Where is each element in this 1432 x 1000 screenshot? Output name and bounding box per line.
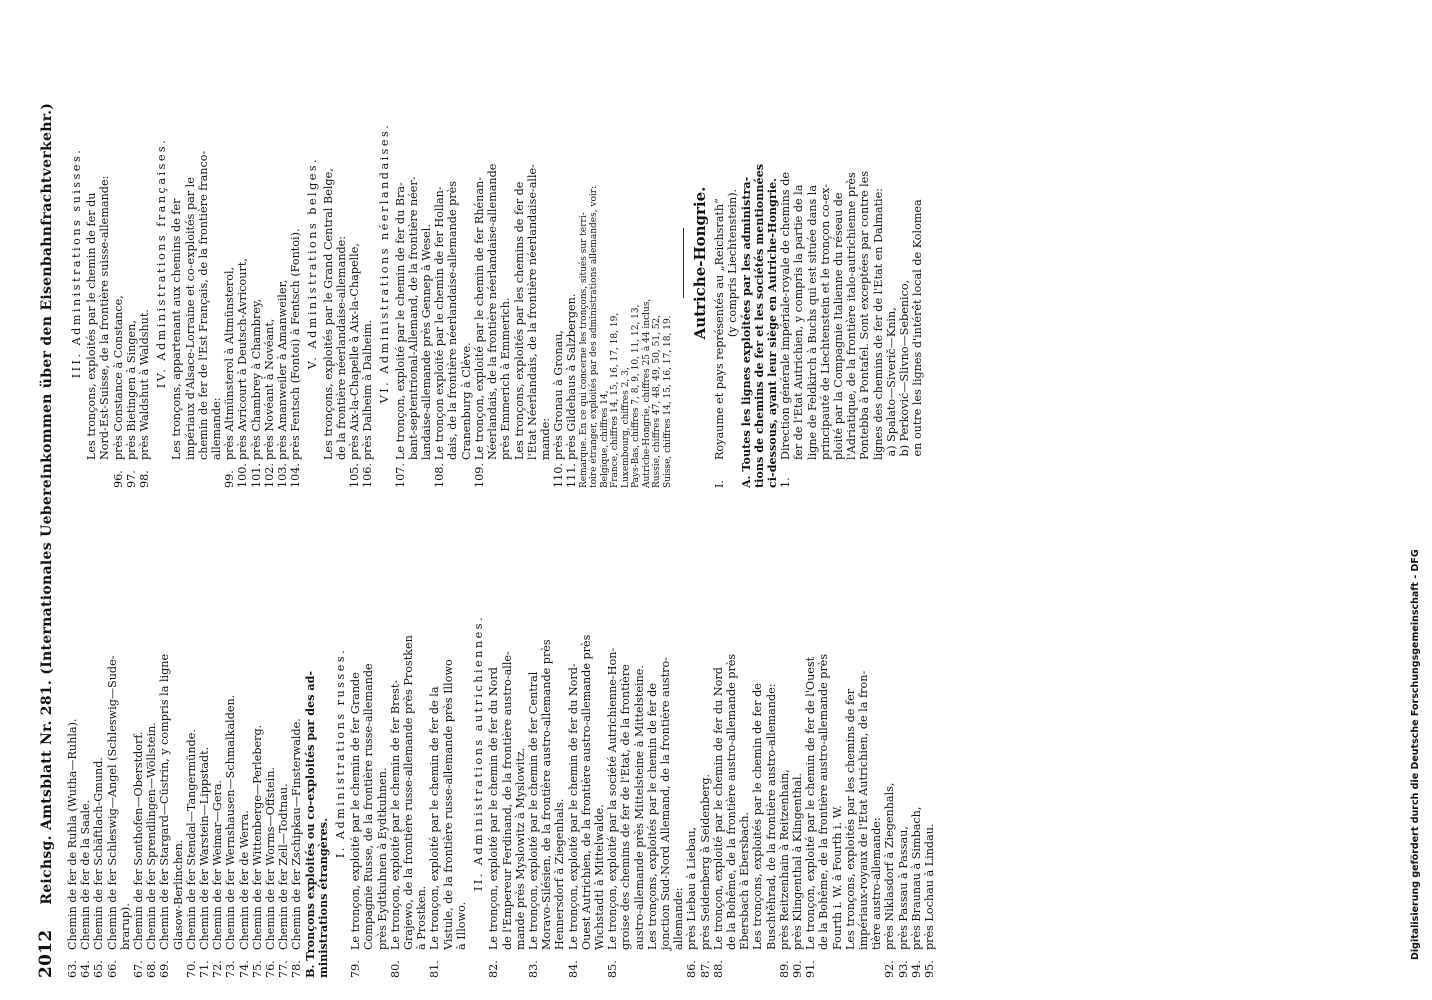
item-text: Les tronçons, exploités par les chemins de fer de — [512, 181, 526, 460]
item-number: 72. — [211, 960, 225, 978]
item-text: Le tronçon, exploité par le chemin de fer Grande — [349, 672, 363, 950]
list-item — [513, 38, 526, 488]
list-item — [699, 528, 712, 978]
item-number: 92. — [883, 960, 897, 978]
item-text: près Aix-la-Chapelle à Aix-la-Chapelle, — [348, 243, 362, 460]
item-text: Les tronçons, exploités par les chemins de fer — [843, 688, 857, 950]
item-text: Ebersbach à Ebersbach. — [738, 811, 752, 950]
list-item — [125, 38, 138, 488]
list-item — [389, 528, 402, 978]
item-number: 100. — [236, 463, 250, 488]
list-item — [817, 528, 830, 978]
list-item — [66, 528, 79, 978]
list-item — [567, 528, 580, 978]
item-text: Direction générale impériale-royale de chemins de — [779, 171, 793, 460]
item-text: austro-allemande près Mittelsteine à Mittelsteine. — [632, 665, 646, 950]
item-number: 96. — [111, 470, 125, 488]
list-item — [872, 38, 885, 488]
item-text: Chemin de fer Worms—Offstein. — [264, 766, 278, 950]
item-text: près Dalheim à Dalheim. — [361, 319, 375, 460]
item-number: 99. — [223, 470, 237, 488]
item-text: Le tronçon, exploité par la société Autrichienne-Hon- — [606, 647, 620, 950]
chapter-title: Autriche-Hongrie. — [691, 186, 710, 340]
item-text: Le tronçon, exploité par le chemin de fer de l'Ouest — [804, 656, 818, 950]
left-column — [66, 528, 1346, 978]
item-text: chemin de fer de l'Est Français, de la frontière franco- — [196, 150, 210, 460]
item-text: Le tronçon, exploité par le chemin de fer Brest- — [388, 679, 402, 950]
remark-line: Luxembourg, chiffres 2, 3, — [620, 367, 631, 488]
section-title: tions de chemins de fer et les sociétés mentionnées — [751, 163, 766, 488]
item-text: près Amanweiler à Amanweiler, — [276, 279, 290, 460]
item-text: près Emmerich à Emmerich. — [499, 297, 513, 460]
section-title: B. Tronçons exploités ou co-exploités par des ad- — [302, 670, 317, 978]
list-item — [289, 38, 302, 488]
list-item — [446, 38, 459, 488]
item-text: à Illowo. — [454, 901, 468, 950]
list-item — [428, 528, 441, 978]
item-text: Chemin de fer Wernshausen—Schmalkalden. — [224, 694, 238, 950]
right-column — [66, 38, 1346, 488]
item-text: Les tronçons, exploités par le chemin de fer de — [751, 683, 765, 950]
item-number: 106. — [361, 463, 375, 488]
list-item — [606, 528, 619, 978]
item-text: près Bietingen à Singen, — [124, 320, 138, 460]
item-text: Chemin de fer Warstein—Lippstadt. — [198, 746, 212, 950]
page-number: 2012 — [36, 929, 56, 978]
item-text: près Gildehaus à Salzbergen. — [565, 293, 579, 460]
item-text: Grajewo, de la frontière russe-allemande près Prostken — [402, 635, 416, 950]
list-item — [349, 528, 362, 978]
item-number: 111. — [565, 463, 579, 488]
list-item — [79, 528, 92, 978]
list-item — [580, 528, 593, 978]
list-item — [473, 38, 486, 488]
item-text: lignes des chemins de fer de l'Etat en Dalmatie: — [871, 187, 885, 460]
item-text: a) Spalato—Siverič—Knin, — [884, 307, 898, 460]
list-item — [883, 528, 896, 978]
item-number: 65. — [92, 960, 106, 978]
item-text: Chemin de fer de Werra. — [237, 810, 251, 950]
list-item — [92, 528, 105, 978]
item-number: 104. — [289, 463, 303, 488]
list-item — [402, 528, 415, 978]
item-text: Les tronçons, appartenant aux chemins de fer — [170, 198, 184, 460]
list-item — [778, 528, 791, 978]
list-item — [486, 38, 499, 488]
item-text: près Eydtkuhnen à Eydtkuhnen. — [375, 767, 389, 950]
list-item — [870, 528, 883, 978]
list-item — [713, 38, 726, 488]
list-item — [923, 528, 936, 978]
list-item — [552, 38, 565, 488]
item-text: impériaux-royaux de l'Etat Autrichien, de la fron- — [856, 670, 870, 950]
item-number: 1. — [779, 477, 793, 488]
list-item — [911, 38, 924, 488]
list-item — [264, 528, 277, 978]
remark-line: Pays-Bas, chiffres 7, 8, 9, 10, 11, 12, 13, — [631, 304, 642, 488]
list-item — [487, 528, 500, 978]
item-text: Buschtěhrad, de la frontière austro-allemande: — [764, 683, 778, 950]
list-item — [455, 528, 468, 978]
item-text: b) Perković—Slivno—Sebenico, — [898, 279, 912, 460]
list-item — [250, 38, 263, 488]
item-text: l'Adriatique, de la frontière italo-autrichienne près — [845, 172, 859, 460]
remark-line: toire étranger, exploités par des administrations allemandes, voir: — [589, 185, 600, 488]
list-item — [804, 528, 817, 978]
list-item — [112, 38, 125, 488]
item-text: Le tronçon, exploité par le chemin de fer Central — [526, 671, 540, 950]
list-item — [362, 528, 375, 978]
item-text: Vistule, de la frontière russe-allemande près Illowo — [441, 659, 455, 950]
item-text: Chemin de fer de la Saale. — [79, 799, 93, 950]
list-item — [791, 528, 804, 978]
list-item — [158, 528, 171, 978]
list-item — [725, 528, 738, 978]
item-number: 87. — [698, 960, 712, 978]
item-text: brarup). — [118, 903, 132, 950]
digitization-credit: Digitalisierung gefördert durch die Deutsche Forschungsgemeinschaft - DFG — [1410, 549, 1421, 960]
item-text: groise des chemins de fer de l'Etat, de la frontière — [619, 664, 633, 950]
list-item — [276, 38, 289, 488]
item-number: 91. — [804, 960, 818, 978]
item-text: allemande: — [672, 887, 686, 950]
item-number: 108. — [433, 463, 447, 488]
item-text: principauté de Liechtenstein et le tronçon co-ex- — [818, 183, 832, 460]
list-item — [132, 528, 145, 978]
item-text: Les tronçons, exploités par le Grand Central Belge, — [321, 168, 335, 460]
item-text: en outre les lignes d'intérêt local de Kolomea — [911, 199, 925, 460]
list-item — [765, 528, 778, 978]
list-item — [442, 528, 455, 978]
remark-line: France, chiffres 14, 15, 16, 17, 18, 19, — [610, 312, 621, 488]
list-item — [819, 38, 832, 488]
item-text: Cranenburg à Clève. — [459, 342, 473, 460]
list-item — [394, 38, 407, 488]
item-text: près Reitzenhain à Reitzenhain, — [777, 769, 791, 950]
item-text: près Niklasdorf à Ziegenhals, — [883, 782, 897, 950]
item-text: Les tronçons, exploités par le chemin de fer du — [85, 192, 99, 460]
item-text: mande près Myslowitz à Myslowitz. — [513, 747, 527, 950]
item-number: 110. — [552, 463, 566, 488]
item-text: l'Etat Néerlandais, de la frontière néerlandaise-alle- — [525, 164, 539, 460]
item-number: 83. — [526, 960, 540, 978]
item-text: landaise-allemande près Gennep à Wesel. — [420, 224, 434, 460]
item-text: ligne de Feldkirch à Buchs qui est située dans la — [805, 184, 819, 460]
list-item — [460, 38, 473, 488]
list-item — [792, 38, 805, 488]
item-text: près Waldshut à Waldshut. — [138, 309, 152, 460]
list-item — [251, 528, 264, 978]
item-text: Les tronçons, exploités par le chemin de fer de — [645, 683, 659, 950]
section-heading: III. Administrations suisses. — [70, 147, 83, 379]
list-item — [499, 38, 512, 488]
item-text: Fourth i. W. à Fourth i. W. — [830, 805, 844, 950]
list-item — [433, 38, 446, 488]
item-text: Nord-Est-Suisse, de la frontière suisse-allemande: — [98, 175, 112, 460]
item-text: Chemin de fer Sprendlingen—Wöllstein. — [145, 722, 159, 950]
item-number: 73. — [224, 960, 238, 978]
item-text: jonction Sud-Nord Allemand, de la frontière austro- — [658, 656, 672, 950]
item-number: 98. — [138, 470, 152, 488]
item-text: Chemin de fer Schäftlach-Gmund. — [92, 757, 106, 950]
item-number: 86. — [685, 960, 699, 978]
item-number: 76. — [264, 960, 278, 978]
item-text: de la Bohême, de la frontière austro-allemande près — [817, 653, 831, 950]
item-text: près Fentsch (Fontoi) à Fentsch (Fontoi). — [289, 228, 303, 460]
item-text: Chemin de fer Zell—Todtnau. — [277, 783, 291, 950]
item-text: fer de l'Etat Autrichien, y compris la partie de la — [792, 184, 806, 460]
item-text: Chemin de fer Zschipkau—Finsterwalde. — [290, 718, 304, 950]
list-item — [407, 38, 420, 488]
list-item — [335, 38, 348, 488]
list-item — [322, 38, 335, 488]
item-text: Ouest Autrichien, de la frontière austro-allemande près — [579, 634, 593, 950]
item-text: Chemin de fer Weimar—Gera. — [211, 779, 225, 950]
list-item — [898, 38, 911, 488]
list-item — [806, 38, 819, 488]
list-item — [540, 528, 553, 978]
item-text: Chemin de fer Wittenberge—Perleberg. — [250, 724, 264, 950]
list-item — [145, 528, 158, 978]
section-heading: I. Administrations russes. — [334, 647, 348, 859]
item-text: mande: — [538, 417, 552, 460]
item-text: près Avricourt à Deutsch-Avricourt, — [236, 258, 250, 460]
item-text: Le tronçon, exploité par le chemin de fer du Nord — [487, 667, 501, 950]
item-text: à Prostken. — [415, 885, 429, 950]
item-number: 67. — [132, 960, 146, 978]
item-text: près Constance à Constance, — [111, 295, 125, 460]
item-number: 75. — [250, 960, 264, 978]
item-number: I. — [713, 480, 727, 488]
list-item — [198, 528, 211, 978]
list-item — [415, 528, 428, 978]
item-number: 84. — [566, 960, 580, 978]
list-item — [539, 38, 552, 488]
list-item — [290, 528, 303, 978]
item-text: Glasow-Berlinchen. — [171, 839, 185, 950]
item-number: 89. — [777, 960, 791, 978]
list-item — [831, 528, 844, 978]
item-text: Wichstadtl à Mittelwalde. — [592, 804, 606, 950]
section-heading: IV. Administrations françaises. — [155, 137, 169, 389]
item-text: Royaume et pays représentés au „Reichsrath“ — [713, 198, 727, 460]
item-text: impériaux d'Alsace-Lorraine et co-exploités par le — [183, 177, 197, 460]
item-text: Pontebba à Pontafel. Sont exceptées par contre les — [858, 170, 872, 460]
item-number: 105. — [348, 463, 362, 488]
list-item — [593, 528, 606, 978]
item-text: dais, de la frontière néerlandaise-allemande près — [446, 181, 460, 460]
item-text: près Klingenthal à Klingenthal. — [790, 772, 804, 950]
page-header — [36, 38, 62, 978]
item-text: Le tronçon, exploité par le chemin de fer du Nord — [711, 667, 725, 950]
item-number: 95. — [923, 960, 936, 978]
list-item — [845, 38, 858, 488]
list-item — [238, 528, 251, 978]
item-number: 74. — [237, 960, 251, 978]
remark-line: Russie, chiffres 47, 48, 49, 50, 51, 52, — [652, 314, 663, 488]
item-text: Le tronçon, exploité par le chemin de fer du Nord- — [566, 663, 580, 950]
list-item — [885, 38, 898, 488]
item-number: 93. — [896, 960, 910, 978]
item-text: Néerlandais, de la frontière néerlandaise-allemande — [486, 163, 500, 460]
list-item — [376, 528, 389, 978]
centered-line: (y compris Liechtenstein). — [726, 188, 740, 338]
item-number: 88. — [711, 960, 725, 978]
page-title: Reichsg. Amtsblatt Nr. 281. (Internationales Uebereinkommen über den Eisenbahnfrachtverkehr.) — [39, 102, 55, 905]
item-number: 68. — [145, 960, 159, 978]
list-item — [897, 528, 910, 978]
divider-rule — [683, 228, 684, 298]
list-item — [633, 528, 646, 978]
list-item — [348, 38, 361, 488]
section-heading: V. Administrations belges. — [306, 156, 320, 370]
list-item — [751, 528, 764, 978]
list-item — [263, 38, 276, 488]
list-item — [211, 528, 224, 978]
list-item — [224, 528, 237, 978]
item-text: près Gronau à Gronau, — [552, 330, 566, 460]
item-text: Le tronçon, exploité par le chemin de fer Rhénan- — [472, 176, 486, 460]
section-title: ministrations étrangères. — [315, 818, 330, 978]
list-item — [738, 528, 751, 978]
list-item — [858, 38, 871, 488]
item-number: 78. — [290, 960, 304, 978]
side-credit — [1410, 30, 1424, 970]
item-text: ploité par la Compagnie Italienne du réseau de — [832, 192, 846, 460]
list-item — [832, 38, 845, 488]
list-item — [910, 528, 923, 978]
list-item — [857, 528, 870, 978]
list-item — [526, 38, 539, 488]
item-number: 71. — [198, 960, 212, 978]
item-text: près Braunau à Simbach, — [909, 806, 923, 950]
item-number: 63. — [66, 960, 79, 978]
list-item — [223, 38, 236, 488]
list-item — [138, 38, 151, 488]
list-item — [553, 528, 566, 978]
item-text: près Altmünsterol à Altmünsterol, — [223, 266, 237, 460]
item-text: Le tronçon, exploité par le chemin de fer du Bra- — [393, 182, 407, 460]
item-number: 107. — [393, 463, 407, 488]
item-number: 79. — [349, 960, 363, 978]
item-text: de l'Empereur Ferdinand, de la frontière austro-alle- — [500, 651, 514, 950]
list-item — [172, 528, 185, 978]
list-item — [646, 528, 659, 978]
item-number: 70. — [184, 960, 198, 978]
item-text: près Novéant à Novéant, — [262, 318, 276, 460]
item-number: 82. — [487, 960, 501, 978]
item-text: tière austro-allemande: — [870, 817, 884, 950]
item-text: Le tronçon exploité par le chemin de fer Hollan- — [433, 186, 447, 460]
remark-line: Belgique, chiffres 14, — [599, 390, 610, 488]
list-item — [85, 38, 98, 488]
item-number: 94. — [909, 960, 923, 978]
item-text: près Seidenberg à Seidenberg. — [698, 773, 712, 950]
remark-line: Remarque. En ce qui concerne les tronçons, situés sur terri- — [578, 212, 589, 488]
item-number: 81. — [428, 960, 442, 978]
item-number: 77. — [277, 960, 291, 978]
item-number: 85. — [606, 960, 620, 978]
remark-line: Suisse, chiffres 14, 15, 16, 17, 18, 19. — [662, 315, 673, 488]
list-item — [779, 38, 792, 488]
item-number: 66. — [105, 960, 119, 978]
item-text: allemande: — [210, 397, 224, 460]
list-item — [119, 528, 132, 978]
section-heading: II. Administrations autrichiennes. — [472, 614, 486, 892]
item-text: près Chambrey à Chambrey, — [249, 298, 263, 460]
item-text: Compagnie Russe, de la frontière russe-allemande — [362, 663, 376, 950]
item-number: 80. — [388, 960, 402, 978]
item-number: 103. — [276, 463, 290, 488]
item-text: de la Bohême, de la frontière austro-allemande près — [724, 653, 738, 950]
list-item — [210, 38, 223, 488]
list-item — [685, 528, 698, 978]
item-text: Chemin de fer Sonthofen—Oberstdorf. — [132, 731, 146, 950]
list-item — [844, 528, 857, 978]
item-text: Chemin de fer Schleswig—Angel (Schleswig—Sude- — [105, 655, 119, 950]
list-item — [619, 528, 632, 978]
item-text: près Passau à Passau, — [896, 826, 910, 950]
list-item — [527, 528, 540, 978]
section-title: ci-dessous, ayant leur siège en Autriche-Hongrie. — [765, 177, 780, 488]
item-text: près Lochau à Lindau. — [923, 823, 936, 950]
list-item — [659, 528, 672, 978]
section-title: A. Toutes les lignes exploitées par les administra- — [738, 176, 753, 488]
item-text: bant-septentrional-Allemand, de la frontière néer- — [406, 176, 420, 460]
list-item — [184, 38, 197, 488]
item-text: Chemin de fer de Ruhla (Wutha—Ruhla). — [66, 718, 79, 950]
item-text: de la frontière néerlandaise-allemande: — [334, 235, 348, 460]
item-text: près Liebau à Liebau, — [685, 826, 699, 950]
item-number: 109. — [472, 463, 486, 488]
item-text: Le tronçon, exploité par le chemin de fer de la — [428, 686, 442, 950]
item-number: 101. — [249, 463, 263, 488]
item-text: Hennersdorf à Ziegenhals. — [553, 798, 567, 950]
list-item — [185, 528, 198, 978]
list-item — [712, 528, 725, 978]
remark-line: Autriche-Hongrie, chiffres 25 à 44 inclus, — [641, 298, 652, 488]
list-item — [197, 38, 210, 488]
list-item — [170, 38, 183, 488]
list-item — [361, 38, 374, 488]
section-heading: VI. Administrations néerlandaises. — [378, 122, 392, 404]
list-item — [514, 528, 527, 978]
list-item — [672, 528, 685, 978]
item-text: Chemin de fer Stargard—Cüstrin, y compris la ligne — [158, 653, 172, 950]
item-text: Chemin de fer Stendal—Tangermünde. — [184, 729, 198, 950]
list-item — [98, 38, 111, 488]
list-item — [106, 528, 119, 978]
list-item — [420, 38, 433, 488]
list-item — [236, 38, 249, 488]
item-number: 102. — [262, 463, 276, 488]
list-item — [565, 38, 578, 488]
item-number: 97. — [124, 470, 138, 488]
list-item — [277, 528, 290, 978]
item-number: 90. — [790, 960, 804, 978]
item-text: Moravo-Silésien, de la frontière austro-allemande près — [540, 639, 554, 950]
list-item — [501, 528, 514, 978]
item-number: 69. — [158, 960, 172, 978]
item-number: 64. — [79, 960, 93, 978]
